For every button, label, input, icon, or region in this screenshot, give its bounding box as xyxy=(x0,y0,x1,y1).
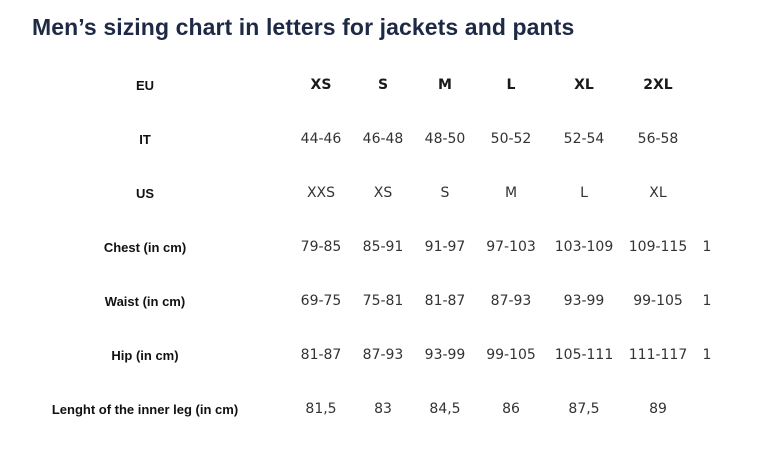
cell-xs: 81-87 xyxy=(300,347,342,363)
row-label-eu: EU xyxy=(135,77,155,93)
table-row xyxy=(0,382,720,436)
cell-l: 86 xyxy=(502,401,520,417)
cell-extra xyxy=(694,112,720,166)
row-label: Lenght of the inner leg (in cm) xyxy=(51,401,239,417)
header-size-l: L xyxy=(506,77,516,93)
cell-xs: 79-85 xyxy=(300,239,342,255)
cell-s: 85-91 xyxy=(362,239,404,255)
cell-m: 93-99 xyxy=(424,347,466,363)
cell-s: 46-48 xyxy=(362,131,404,147)
cell-l: 87-93 xyxy=(490,293,532,309)
table-row xyxy=(0,274,720,328)
cell-xl: 105-111 xyxy=(554,347,614,363)
cell-s: XS xyxy=(373,185,393,201)
cell-s: 87-93 xyxy=(362,347,404,363)
table-header-row xyxy=(0,58,720,112)
cell-s: 83 xyxy=(374,401,392,417)
cell-l: M xyxy=(504,185,518,201)
header-size-2xl: 2XL xyxy=(643,77,673,93)
row-label: IT xyxy=(139,131,151,147)
cell-extra: 1 xyxy=(702,347,712,363)
cell-m: S xyxy=(440,185,450,201)
cell-m: 81-87 xyxy=(424,293,466,309)
row-label: Hip (in cm) xyxy=(111,347,179,363)
cell-2xl: 99-105 xyxy=(633,293,683,309)
cell-l: 97-103 xyxy=(486,239,536,255)
cell-xl: 87,5 xyxy=(568,401,600,417)
header-size-s: S xyxy=(377,77,389,93)
cell-2xl: 111-117 xyxy=(628,347,688,363)
table-row xyxy=(0,220,720,274)
cell-2xl: XL xyxy=(649,185,667,201)
cell-m: 91-97 xyxy=(424,239,466,255)
table-row xyxy=(0,166,720,220)
cell-m: 84,5 xyxy=(429,401,461,417)
cell-2xl: 89 xyxy=(649,401,667,417)
header-size-m: M xyxy=(438,77,452,93)
page-title: Men’s sizing chart in letters for jackets and pants xyxy=(32,14,575,40)
cell-xs: XXS xyxy=(306,185,336,201)
table-row xyxy=(0,328,720,382)
cell-xl: 52-54 xyxy=(563,131,605,147)
cell-xs: 81,5 xyxy=(305,401,337,417)
cell-2xl: 56-58 xyxy=(637,131,679,147)
row-label: US xyxy=(135,185,155,201)
cell-xl: 93-99 xyxy=(563,293,605,309)
header-extra xyxy=(694,58,720,112)
header-size-xs: XS xyxy=(310,77,332,93)
cell-2xl: 109-115 xyxy=(628,239,688,255)
cell-extra xyxy=(694,166,720,220)
row-label: Waist (in cm) xyxy=(104,293,186,309)
cell-extra xyxy=(694,382,720,436)
cell-l: 50-52 xyxy=(490,131,532,147)
table-row xyxy=(0,112,720,166)
cell-xs: 44-46 xyxy=(300,131,342,147)
cell-extra: 1 xyxy=(702,293,712,309)
cell-xl: L xyxy=(580,185,588,201)
cell-l: 99-105 xyxy=(486,347,536,363)
cell-xl: 103-109 xyxy=(554,239,614,255)
cell-extra: 1 xyxy=(702,239,712,255)
cell-xs: 69-75 xyxy=(300,293,342,309)
header-size-xl: XL xyxy=(574,77,594,93)
cell-m: 48-50 xyxy=(424,131,466,147)
sizing-table xyxy=(0,58,720,436)
row-label: Chest (in cm) xyxy=(103,239,187,255)
cell-s: 75-81 xyxy=(362,293,404,309)
